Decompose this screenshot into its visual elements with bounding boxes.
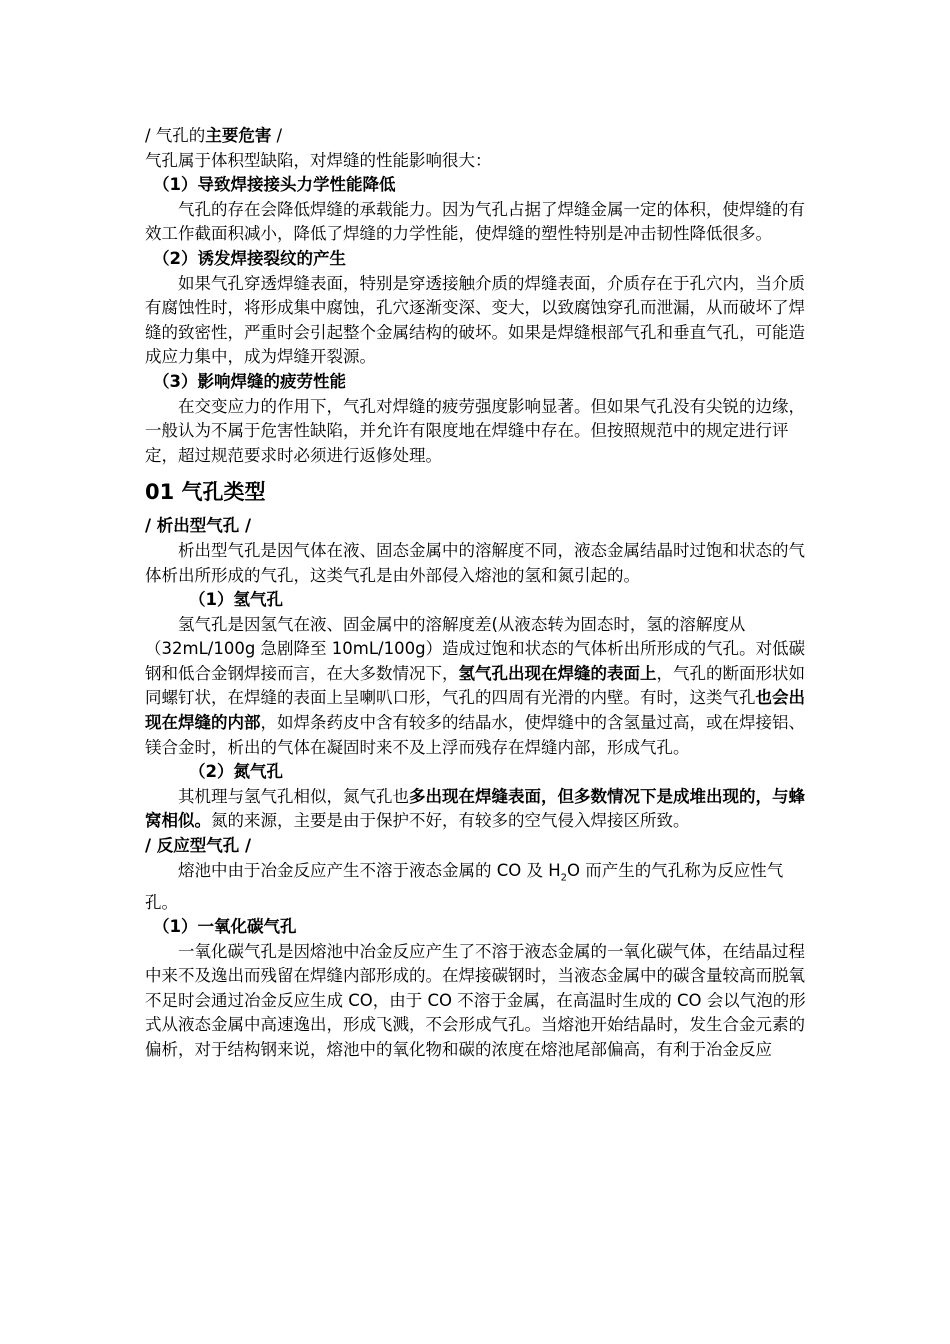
document-page — [145, 124, 810, 1063]
precip-heading: / 析出型气孔 / — [145, 516, 252, 536]
nitrogen-title: （2）氮气孔 — [189, 762, 283, 782]
reaction-body — [145, 859, 810, 915]
hazard-1-body: 气孔的存在会降低焊缝的承载能力。因为气孔占据了焊缝金属一定的体积，使焊缝的有效工作截面积减小，降低了焊缝的力学性能，使焊缝的塑性特别是冲击韧性降低很多。 — [145, 199, 805, 244]
hydrogen-body-text-3: ，如焊条药皮中含有较多的结晶水，使焊缝中的含氢量过高，或在焊接铝、镁合金时，析出的气体在凝固时来不及上浮而残存在焊缝内部，形成气孔。 — [145, 713, 805, 757]
hydrogen-body-bold-2: 也会出现在焊缝的内部 — [145, 688, 805, 733]
hydrogen-body-bold-1: 氢气孔出现在焊缝的表面上 — [458, 663, 657, 683]
hazard-2-title: （2）诱发焊接裂纹的产生 — [153, 248, 346, 268]
co-body: 一氧化碳气孔是因熔池中冶金反应产生了不溶于液态金属的一氧化碳气体，在结晶过程中来不及逸出而残留在焊缝内部形成的。在焊接碳钢时，当液态金属中的碳含量较高而脱氧不足时会通过冶金反应生成 CO，由于 CO 不溶于金属，在高温时生成的 CO 会以气泡的形式从液态金属中高速逸出，形成飞溅，不会形成气孔。当熔池开始结晶时，发生合金元素的偏析，对于结构钢来说，熔池中的氧化物和碳的浓度在熔池尾部偏高，有利于冶金反应 — [145, 941, 806, 1060]
hydrogen-body — [145, 613, 810, 761]
hazard-2-body: 如果气孔穿透焊缝表面，特别是穿透接触介质的焊缝表面，介质存在于孔穴内，当介质有腐蚀性时，将形成集中腐蚀，孔穴逐渐变深、变大，以致腐蚀穿孔而泄漏，从而破坏了焊缝的致密性，严重时会引起整个金属结构的破坏。如果是焊缝根部气孔和垂直气孔，可能造成应力集中，成为焊缝开裂源。 — [145, 273, 805, 367]
nitrogen-body-bold: 多出现在焊缝表面，但多数情况下是成堆出现的，与蜂窝相似。 — [145, 786, 805, 831]
hydrogen-title: （1）氢气孔 — [189, 590, 283, 610]
hazard-1-title: （1）导致焊接接头力学性能降低 — [153, 175, 396, 195]
hazard-3-title: （3）影响焊缝的疲劳性能 — [153, 371, 346, 391]
hazard-3-body: 在交变应力的作用下，气孔对焊缝的疲劳强度影响显著。但如果气孔没有尖锐的边缘，一般认为不属于危害性缺陷，并允许有限度地在焊缝中存在。但按照规范中的规定进行评定，超过规范要求时必须进行返修处理。 — [145, 396, 805, 465]
section-title: 01 气孔类型 — [145, 480, 266, 505]
reaction-body-subscript: 2 — [560, 871, 568, 883]
reaction-body-text-2: O 而产生的气孔称为反应性气孔。 — [145, 860, 784, 912]
hazards-heading-bold: 主要危害 — [205, 126, 272, 145]
hazards-heading-prefix: / 气孔的 — [145, 126, 206, 145]
nitrogen-body — [145, 785, 810, 834]
nitrogen-body-text-2: 氮的来源，主要是由于保护不好，有较多的空气侵入焊接区所致。 — [211, 811, 690, 831]
hazards-heading — [145, 124, 810, 149]
co-title: （1）一氧化碳气孔 — [153, 917, 297, 937]
hazards-heading-suffix: / — [271, 126, 283, 145]
hazards-lead: 气孔属于体积型缺陷，对焊缝的性能影响很大： — [145, 150, 492, 170]
hydrogen-body-text-2: ，气孔的断面形状如同螺钉状，在焊缝的表面上呈喇叭口形，气孔的四周有光滑的内壁。有时，这类气孔 — [145, 663, 805, 708]
hydrogen-body-text-1: 氢气孔是因氢气在液、固金属中的溶解度差(从液态转为固态时，氢的溶解度从（32mL/100g 急剧降至 10mL/100g）造成过饱和状态的气体析出所形成的气孔。对低碳钢和低合金钢焊接而言，在大多数情况下， — [145, 614, 806, 683]
reaction-heading: / 反应型气孔 / — [145, 836, 252, 856]
nitrogen-body-text-1: 其机理与氢气孔相似，氮气孔也 — [178, 786, 409, 806]
reaction-body-text-1: 熔池中由于冶金反应产生不溶于液态金属的 CO 及 H — [178, 860, 561, 880]
precip-body: 析出型气孔是因气体在液、固态金属中的溶解度不同，液态金属结晶时过饱和状态的气体析出所形成的气孔，这类气孔是由外部侵入熔池的氢和氮引起的。 — [145, 540, 805, 585]
